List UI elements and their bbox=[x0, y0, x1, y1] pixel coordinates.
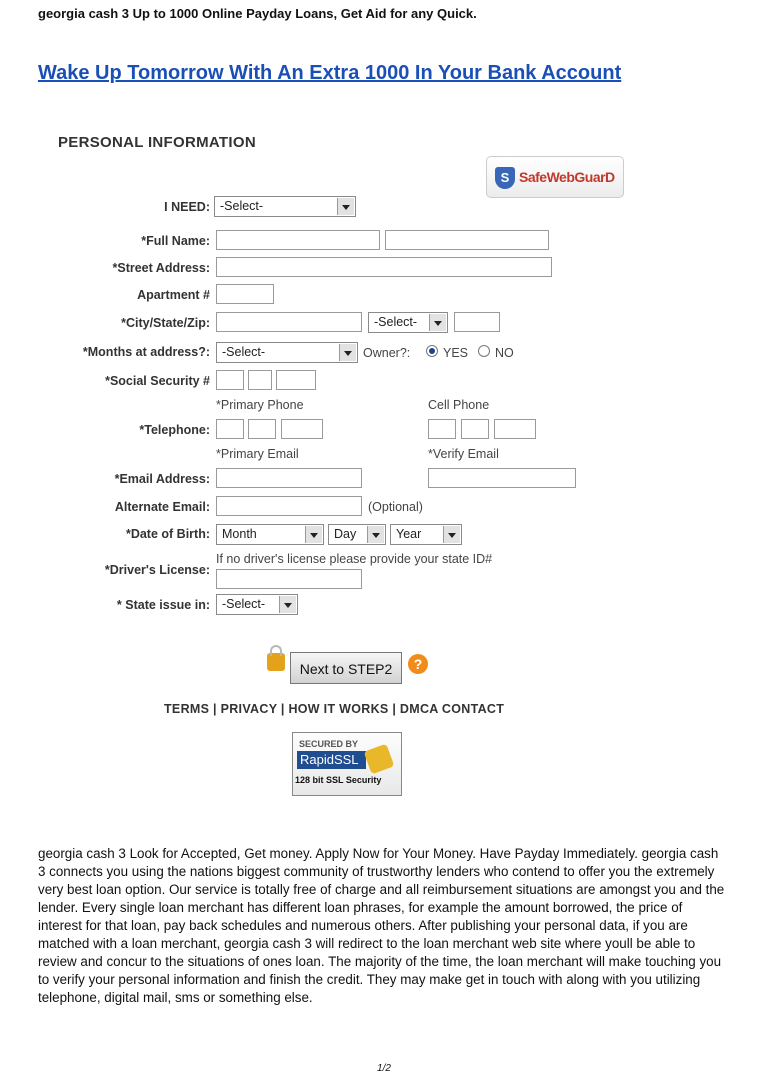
phone-line-field[interactable] bbox=[281, 419, 323, 439]
dob-month-value: Month bbox=[222, 527, 257, 541]
dob-day-value: Day bbox=[334, 527, 357, 541]
dob-day-select[interactable] bbox=[328, 524, 386, 545]
license-note: If no driver's license please provide your state ID# bbox=[216, 552, 493, 566]
first-name-field[interactable] bbox=[216, 230, 380, 250]
verify-email-label: *Verify Email bbox=[428, 447, 499, 461]
label-email: *Email Address: bbox=[114, 472, 210, 486]
cell-phone-label: Cell Phone bbox=[428, 398, 490, 412]
label-city: *City/State/Zip: bbox=[121, 316, 210, 330]
next-step-button[interactable]: Next to STEP2 bbox=[290, 652, 402, 684]
safewebguard-badge bbox=[486, 156, 624, 198]
footer-links[interactable]: TERMS | PRIVACY | HOW IT WORKS | DMCA CONTACT bbox=[164, 702, 505, 716]
help-icon[interactable]: ? bbox=[408, 654, 428, 674]
label-ssn: *Social Security # bbox=[105, 374, 210, 388]
label-apartment: Apartment # bbox=[137, 288, 210, 302]
state-select-value: -Select- bbox=[374, 315, 418, 329]
optional-note: (Optional) bbox=[368, 500, 423, 514]
label-street: *Street Address: bbox=[112, 261, 210, 275]
zip-field[interactable] bbox=[454, 312, 500, 332]
owner-yes-radio[interactable] bbox=[426, 345, 438, 357]
owner-no-label: NO bbox=[495, 346, 514, 360]
dob-year-value: Year bbox=[396, 527, 422, 541]
rapidssl-seal bbox=[292, 732, 402, 796]
owner-label: Owner?: bbox=[363, 346, 411, 360]
ssn-part3-field[interactable] bbox=[276, 370, 316, 390]
chevron-down-icon bbox=[429, 314, 446, 331]
chevron-down-icon bbox=[443, 526, 460, 543]
owner-yes-label: YES bbox=[443, 346, 469, 360]
label-full-name: *Full Name: bbox=[141, 234, 210, 248]
chevron-down-icon bbox=[339, 344, 356, 361]
safewebguard-text: SafeWebGuarD bbox=[519, 169, 615, 185]
label-dob: *Date of Birth: bbox=[125, 527, 210, 541]
shield-icon: S bbox=[495, 167, 515, 189]
chevron-down-icon bbox=[367, 526, 384, 543]
cell-line-field[interactable] bbox=[494, 419, 536, 439]
ssl-bits-label: 128 bit SSL Security bbox=[295, 775, 382, 785]
chevron-down-icon bbox=[337, 198, 354, 215]
apartment-field[interactable] bbox=[216, 284, 274, 304]
label-state-issue: * State issue in: bbox=[116, 598, 210, 612]
dob-year-select[interactable] bbox=[390, 524, 462, 545]
headline-link[interactable]: Wake Up Tomorrow With An Extra 1000 In Your Bank Account bbox=[38, 62, 622, 84]
padlock-icon bbox=[364, 744, 395, 775]
last-name-field[interactable] bbox=[385, 230, 549, 250]
verify-email-field[interactable] bbox=[428, 468, 576, 488]
license-field[interactable] bbox=[216, 569, 362, 589]
label-telephone: *Telephone: bbox=[139, 423, 210, 437]
street-field[interactable] bbox=[216, 257, 552, 277]
personal-info-form-image bbox=[50, 118, 690, 808]
alt-email-field[interactable] bbox=[216, 496, 362, 516]
need-select-value: -Select- bbox=[220, 199, 264, 213]
state-issue-select[interactable] bbox=[216, 594, 298, 615]
owner-no-radio[interactable] bbox=[478, 345, 490, 357]
body-paragraph: georgia cash 3 Look for Accepted, Get money. Apply Now for Your Money. Have Payday Immediately. georgia cash 3 connects you using the nations biggest community of trustworthy lenders who contend to offer you the extremely very best loan option. Our service is totally free of charge and all reimbursement situations are amongst you and the lender. Every single loan merchant has different loan phrases, for example the amount borrowed, the price of interest for that loan, pay back schedules and numerous others. After publishing your personal data, if you are matched with a loan merchant, georgia cash 3 will redirect to the loan merchant web site where youll be able to review and concur to the situations of ones loan. The majority of the time, the loan merchant will make touching you to verify your personal information and finish the credit. They may make get in touch with along with you utilizing telephone, digital mail, sms or something else. bbox=[38, 846, 725, 1005]
label-license: *Driver's License: bbox=[104, 563, 210, 577]
label-need: I NEED: bbox=[164, 200, 210, 214]
email-field[interactable] bbox=[216, 468, 362, 488]
months-select-value: -Select- bbox=[222, 345, 266, 359]
primary-email-label: *Primary Email bbox=[216, 447, 299, 461]
chevron-down-icon bbox=[305, 526, 322, 543]
state-issue-value: -Select- bbox=[222, 597, 266, 611]
ssl-brand-label: RapidSSL bbox=[297, 751, 366, 769]
months-select[interactable] bbox=[216, 342, 358, 363]
document-title: georgia cash 3 Up to 1000 Online Payday Loans, Get Aid for any Quick. bbox=[38, 6, 477, 21]
label-months: *Months at address?: bbox=[82, 345, 210, 359]
city-field[interactable] bbox=[216, 312, 362, 332]
ssn-part2-field[interactable] bbox=[248, 370, 272, 390]
ssl-secured-label: SECURED BY bbox=[299, 739, 359, 749]
lock-icon bbox=[267, 653, 285, 671]
ssn-part1-field[interactable] bbox=[216, 370, 244, 390]
need-select[interactable] bbox=[214, 196, 356, 217]
dob-month-select[interactable] bbox=[216, 524, 324, 545]
page-number: 1/2 bbox=[377, 1063, 391, 1074]
phone-area-field[interactable] bbox=[216, 419, 244, 439]
chevron-down-icon bbox=[279, 596, 296, 613]
state-select[interactable] bbox=[368, 312, 448, 333]
phone-prefix-field[interactable] bbox=[248, 419, 276, 439]
cell-area-field[interactable] bbox=[428, 419, 456, 439]
cell-prefix-field[interactable] bbox=[461, 419, 489, 439]
section-title: PERSONAL INFORMATION bbox=[58, 134, 256, 151]
primary-phone-label: *Primary Phone bbox=[216, 398, 304, 412]
label-alt-email: Alternate Email: bbox=[114, 500, 210, 514]
